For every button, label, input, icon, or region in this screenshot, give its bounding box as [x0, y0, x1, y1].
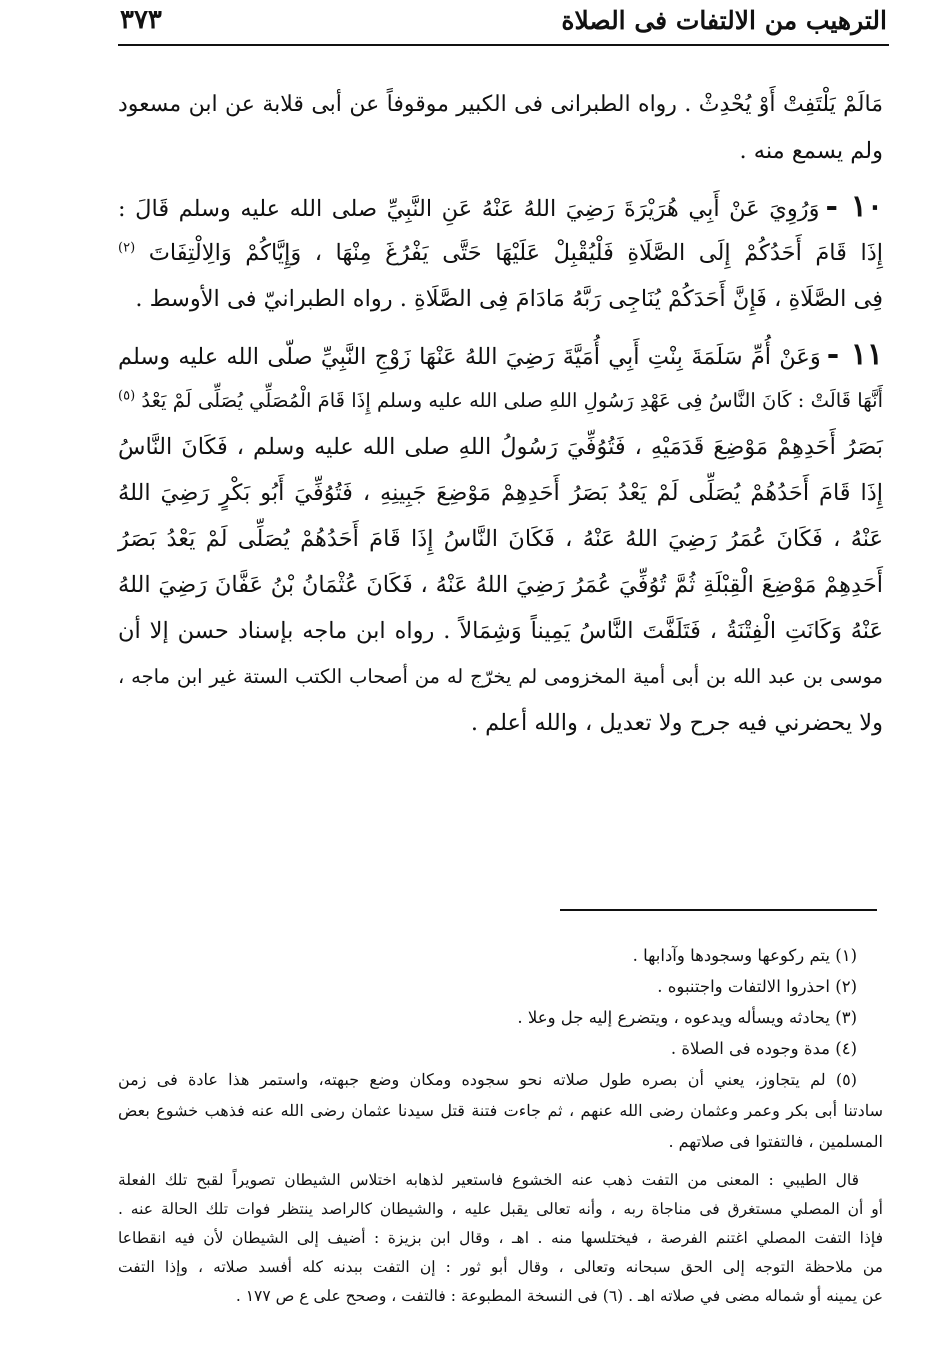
body-line: وَرُوِيَ عَنْ أَبِي هُرَيْرَةَ رَضِيَ اللهُ عَنْهُ عَنِ النَّبِيِّ صلى الله عليه وسلم قَالَ :	[118, 196, 820, 222]
footnote-1: (١) يتم ركوعها وسجودها وآدابها .	[632, 946, 857, 965]
body-line: إِذَا قَامَ أَحَدُهُمْ يُصَلِّى لَمْ يَعْدُ بَصَرُ أَحَدِهِمْ مَوْضِعَ جَبِينِهِ ، فَتُوُفِّيَ أَبُو بَكْرٍ رَضِيَ اللهُ	[118, 480, 883, 506]
header-rule	[118, 44, 889, 46]
footnote-2: (٢) احذروا الالتفات واجتنبوه .	[657, 977, 857, 996]
body-line-text: إِذَا قَامَ أَحَدُكُمْ إِلَى الصَّلَاةِ فَلْيُقْبِلْ عَلَيْهَا حَتَّى يَفْرُغَ مِنْهَا ، وَإِيَّاكُمْ وَالِالْتِفَاتَ	[148, 240, 883, 266]
commentary-line: فإذا التفت المصلي اغتنم الفرصة ، فيختلسها منه . اهـ ، وقال ابن بزيزة : أضيف إلى الشيطان لأن فيه انقطاعا	[118, 1229, 883, 1247]
footnote-5-line: (٥) لم يتجاوز، يعني أن بصره طول صلاته نحو سجوده ومكان وضع جبهته، واستمر هذا عادة فى زمن	[118, 1070, 857, 1089]
footnote-5-line: المسلمين ، فالتفتوا فى صلاتهم .	[668, 1132, 883, 1151]
hadith-number: ١٠ -	[825, 189, 883, 224]
footnote-gap	[118, 1157, 883, 1166]
footnote-5-line: سادتنا أبى بكر وعمر وعثمان رضى الله عنهم ، ثم جاءت فتنة قتل سيدنا عثمان رضى الله عنه فذهب خشوع بعض	[118, 1101, 884, 1120]
running-title: الترهيب من الالتفات فى الصلاة	[561, 5, 887, 35]
body-line: عَنْهُ ، فَكَانَ عُمَرُ رَضِيَ اللهُ عَنْهُ ، فَكَانَ النَّاسُ إِذَا قَامَ أَحَدُهُمْ يُصَلِّى لَمْ يَعْدُ بَصَرُ	[118, 526, 883, 552]
body-line: ولا يحضرني فيه جرح ولا تعديل ، والله أعلم .	[470, 710, 883, 736]
commentary-line: قال الطيبي : المعنى من التفت ذهب عنه الخشوع فاستعير لذهابه اختلاس الشيطان تصويراً لقبح تلك الفعلة	[118, 1171, 859, 1189]
commentary-line: من ملاحظة التوجه إلى الحق سبحانه وتعالى ، وقال أبو ثور : إن التفت ببدنه كله أفسد صلاته ، وإذا التفت	[118, 1258, 883, 1276]
main-text	[118, 82, 883, 746]
body-line: بَصَرُ أَحَدِهِمْ مَوْضِعَ قَدَمَيْهِ ، فَتُوُفِّيَ رَسُولُ اللهِ صلى الله عليه وسلم ، فَكَانَ النَّاسُ	[118, 434, 883, 460]
body-line	[118, 378, 883, 424]
footnotes	[118, 940, 883, 1311]
body-line: أَحَدِهِمْ مَوْضِعَ الْقِبْلَةِ ثُمَّ تُوُفِّيَ عُمَرُ رَضِيَ اللهُ عَنْهُ ، فَكَانَ عُثْمَانُ بْنُ عَفَّانَ رَضِيَ اللهُ	[118, 572, 883, 598]
body-line: وَعَنْ أُمِّ سَلَمَةَ بِنْتِ أَبِي أُمَيَّةَ رَضِيَ اللهُ عَنْهَا زَوْجِ النَّبِيِّ صلّى الله عليه وسلم	[118, 344, 821, 370]
body-line: عَنْهُ وَكَانَتِ الْفِتْنَةُ ، فَتَلَفَّتَ النَّاسُ يَمِيناً وَشِمَالاً . رواه ابن ماجه بإسناد حسن إلا أن	[118, 618, 883, 644]
page-number: ٣٧٣	[120, 5, 162, 35]
footnote-4: (٤) مدة وجوده فى الصلاة .	[670, 1039, 857, 1058]
body-line: مَالَمْ يَلْتَفِتْ أَوْ يُحْدِثْ . رواه الطبرانى فى الكبير موقوفاً عن أبى قلابة عن ابن مسعود	[118, 92, 883, 117]
footnote-3: (٣) يحادثه ويسأله ويدعوه ، ويتضرع إليه جل وعلا .	[517, 1008, 857, 1027]
body-line-text: أَنَّهَا قَالَتْ : كَانَ النَّاسُ فِى عَهْدِ رَسُولِ اللهِ صلى الله عليه وسلم إِذَا قَامَ الْمُصَلِّي يُصَلِّى لَمْ يَعْدُ	[141, 389, 883, 412]
body-line	[118, 230, 883, 276]
body-line: موسى بن عبد الله بن أبى أمية المخزومى لم يخرّج له من أصحاب الكتب الستة غير ابن ماجه ،	[118, 665, 883, 688]
footnote-separator	[560, 909, 877, 911]
commentary-line: عن يمينه أو شماله مضى في صلاته اهـ . (٦) فى النسخة المطبوعة : فالتفت ، وصحح على ع ص ١٧٧ .	[235, 1287, 883, 1305]
footnote-ref: (٢)	[118, 240, 136, 256]
paragraph-gap	[118, 174, 883, 184]
paragraph-gap	[118, 322, 883, 332]
hadith-10-first-line	[118, 184, 883, 230]
running-header	[120, 0, 887, 40]
hadith-number: ١١ -	[826, 337, 883, 372]
body-line: ولم يسمع منه .	[739, 138, 883, 164]
footnote-ref: (٥)	[118, 388, 136, 404]
commentary-line: أو أن المصلي مستغرق فى مناجاة ربه ، وأنه تعالى يقبل عليه ، والشيطان كالراصد ينتظر فوات تلك الحالة عنه .	[118, 1200, 883, 1218]
hadith-11-first-line	[118, 332, 883, 378]
body-line: فِى الصَّلَاةِ ، فَإِنَّ أَحَدَكُمْ يُنَاجِى رَبَّهُ مَادَامَ فِى الصَّلَاةِ . رواه الطبرانيّ فى الأوسط .	[135, 286, 883, 312]
